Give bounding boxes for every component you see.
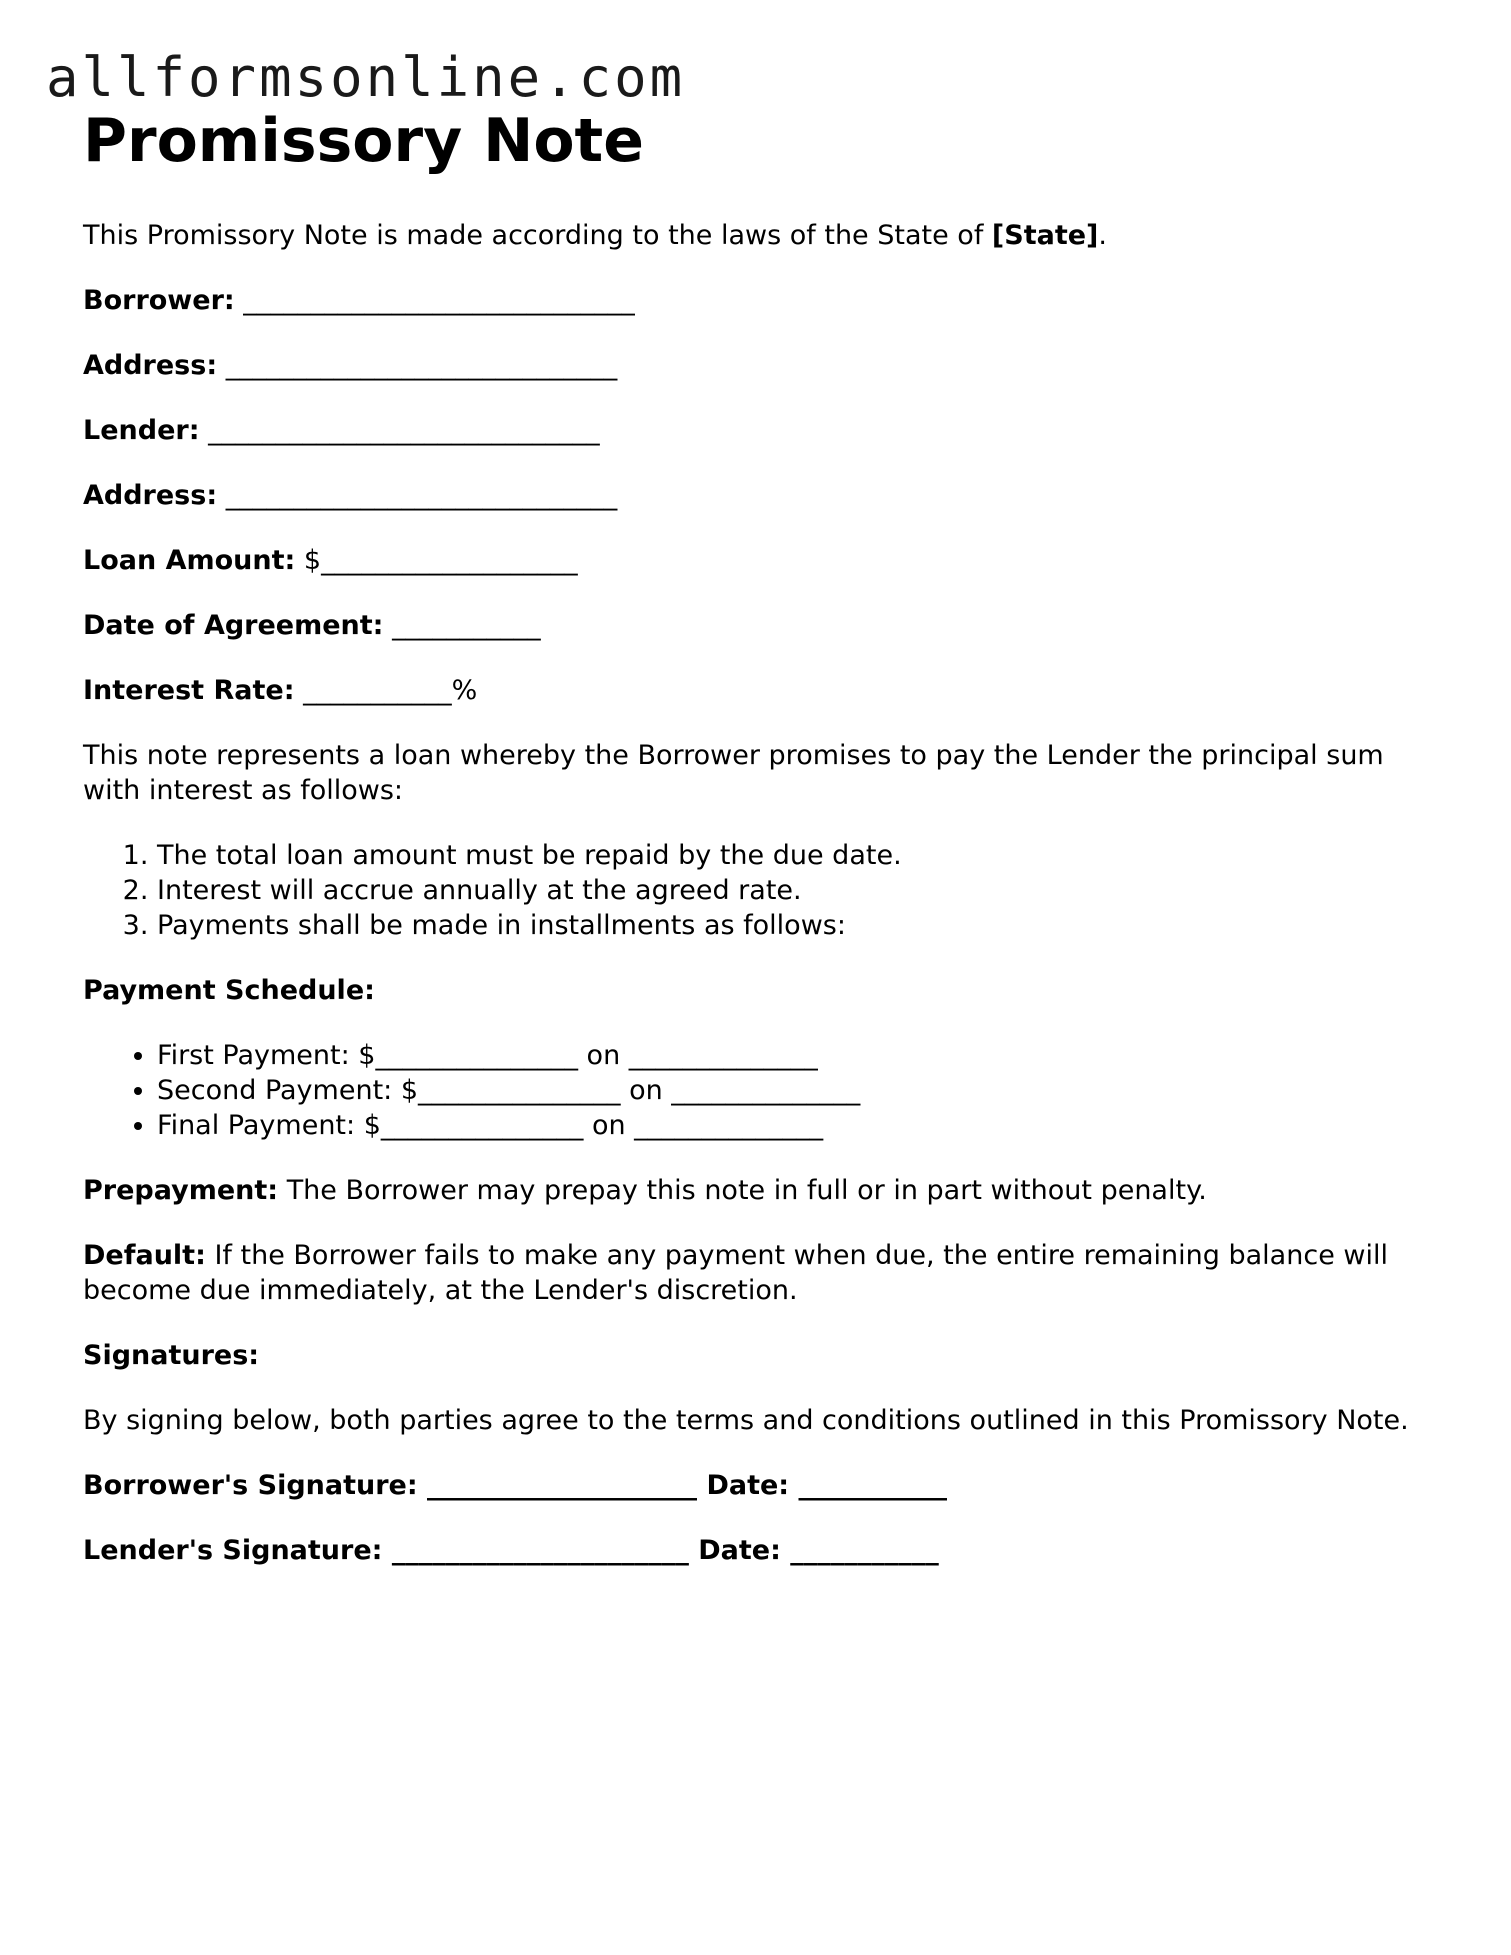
lender-signature-line: [83, 1533, 1423, 1568]
borrower-address-blank[interactable]: _____________________________: [217, 350, 618, 381]
prepayment-clause: [83, 1173, 1423, 1208]
payment-schedule-label: Payment Schedule:: [83, 975, 375, 1006]
payment-schedule-heading: [83, 973, 1423, 1008]
list-item[interactable]: • Final Payment: $_______________ on ______________: [157, 1108, 1423, 1143]
prepayment-text: The Borrower may prepay this note in full or in part without penalty.: [278, 1175, 1207, 1206]
borrower-address-label: Address:: [83, 350, 218, 381]
intro-text: This Promissory Note is made according to the laws of the State of: [83, 220, 992, 251]
borrower-label: Borrower:: [83, 285, 235, 316]
interest-rate-label: Interest Rate:: [83, 675, 295, 706]
lender-blank[interactable]: _____________________________: [199, 415, 600, 446]
terms-list: [83, 838, 1423, 943]
borrower-signature-line: [83, 1468, 1423, 1503]
payment-schedule-list: [83, 1038, 1423, 1143]
default-label: Default:: [83, 1240, 206, 1271]
date-of-agreement-field: [83, 608, 1423, 643]
lender-address-field: [83, 478, 1423, 513]
default-clause: [83, 1238, 1423, 1308]
signatures-text: By signing below, both parties agree to the terms and conditions outlined in this Promissory Note.: [83, 1405, 1409, 1436]
signatures-label: Signatures:: [83, 1340, 260, 1371]
date-of-agreement-label: Date of Agreement:: [83, 610, 384, 641]
list-item[interactable]: • First Payment: $_______________ on ______________: [157, 1038, 1423, 1073]
borrower-address-field: [83, 348, 1423, 383]
borrower-signature-text[interactable]: Borrower's Signature: ____________________ Date: ___________: [83, 1470, 947, 1501]
state-placeholder: [State]: [991, 220, 1099, 251]
signatures-heading: [83, 1338, 1423, 1373]
list-item: 2. Interest will accrue annually at the agreed rate.: [157, 873, 1423, 908]
loan-description: This note represents a loan whereby the Borrower promises to pay the Lender the principal sum with interest as follows:: [83, 740, 1384, 806]
borrower-blank[interactable]: _____________________________: [234, 285, 635, 316]
loan-amount-blank[interactable]: $___________________: [295, 545, 578, 576]
loan-amount-field: [83, 543, 1423, 578]
interest-rate-field: [83, 673, 1423, 708]
lender-address-label: Address:: [83, 480, 218, 511]
list-item: 3. Payments shall be made in installments as follows:: [157, 908, 1423, 943]
lender-label: Lender:: [83, 415, 200, 446]
list-item: 1. The total loan amount must be repaid by the due date.: [157, 838, 1423, 873]
list-item[interactable]: • Second Payment: $_______________ on ______________: [157, 1073, 1423, 1108]
date-of-agreement-blank[interactable]: ___________: [383, 610, 541, 641]
intro-paragraph: [83, 218, 1423, 253]
intro-end: .: [1098, 220, 1107, 251]
page-title: Promissory Note: [83, 106, 644, 176]
prepayment-label: Prepayment:: [83, 1175, 279, 1206]
loan-amount-label: Loan Amount:: [83, 545, 296, 576]
lender-field: [83, 413, 1423, 448]
lender-address-blank[interactable]: _____________________________: [217, 480, 618, 511]
default-text: If the Borrower fails to make any payment when due, the entire remaining balance will become due immediately, at the Lender's discretion.: [83, 1240, 1388, 1306]
site-watermark: allformsonline.com: [46, 46, 686, 109]
lender-signature-text[interactable]: Lender's Signature: ______________________ Date: ___________: [83, 1535, 939, 1566]
document-body: [83, 100, 1423, 1598]
borrower-field: [83, 283, 1423, 318]
interest-rate-blank[interactable]: ___________%: [294, 675, 478, 706]
